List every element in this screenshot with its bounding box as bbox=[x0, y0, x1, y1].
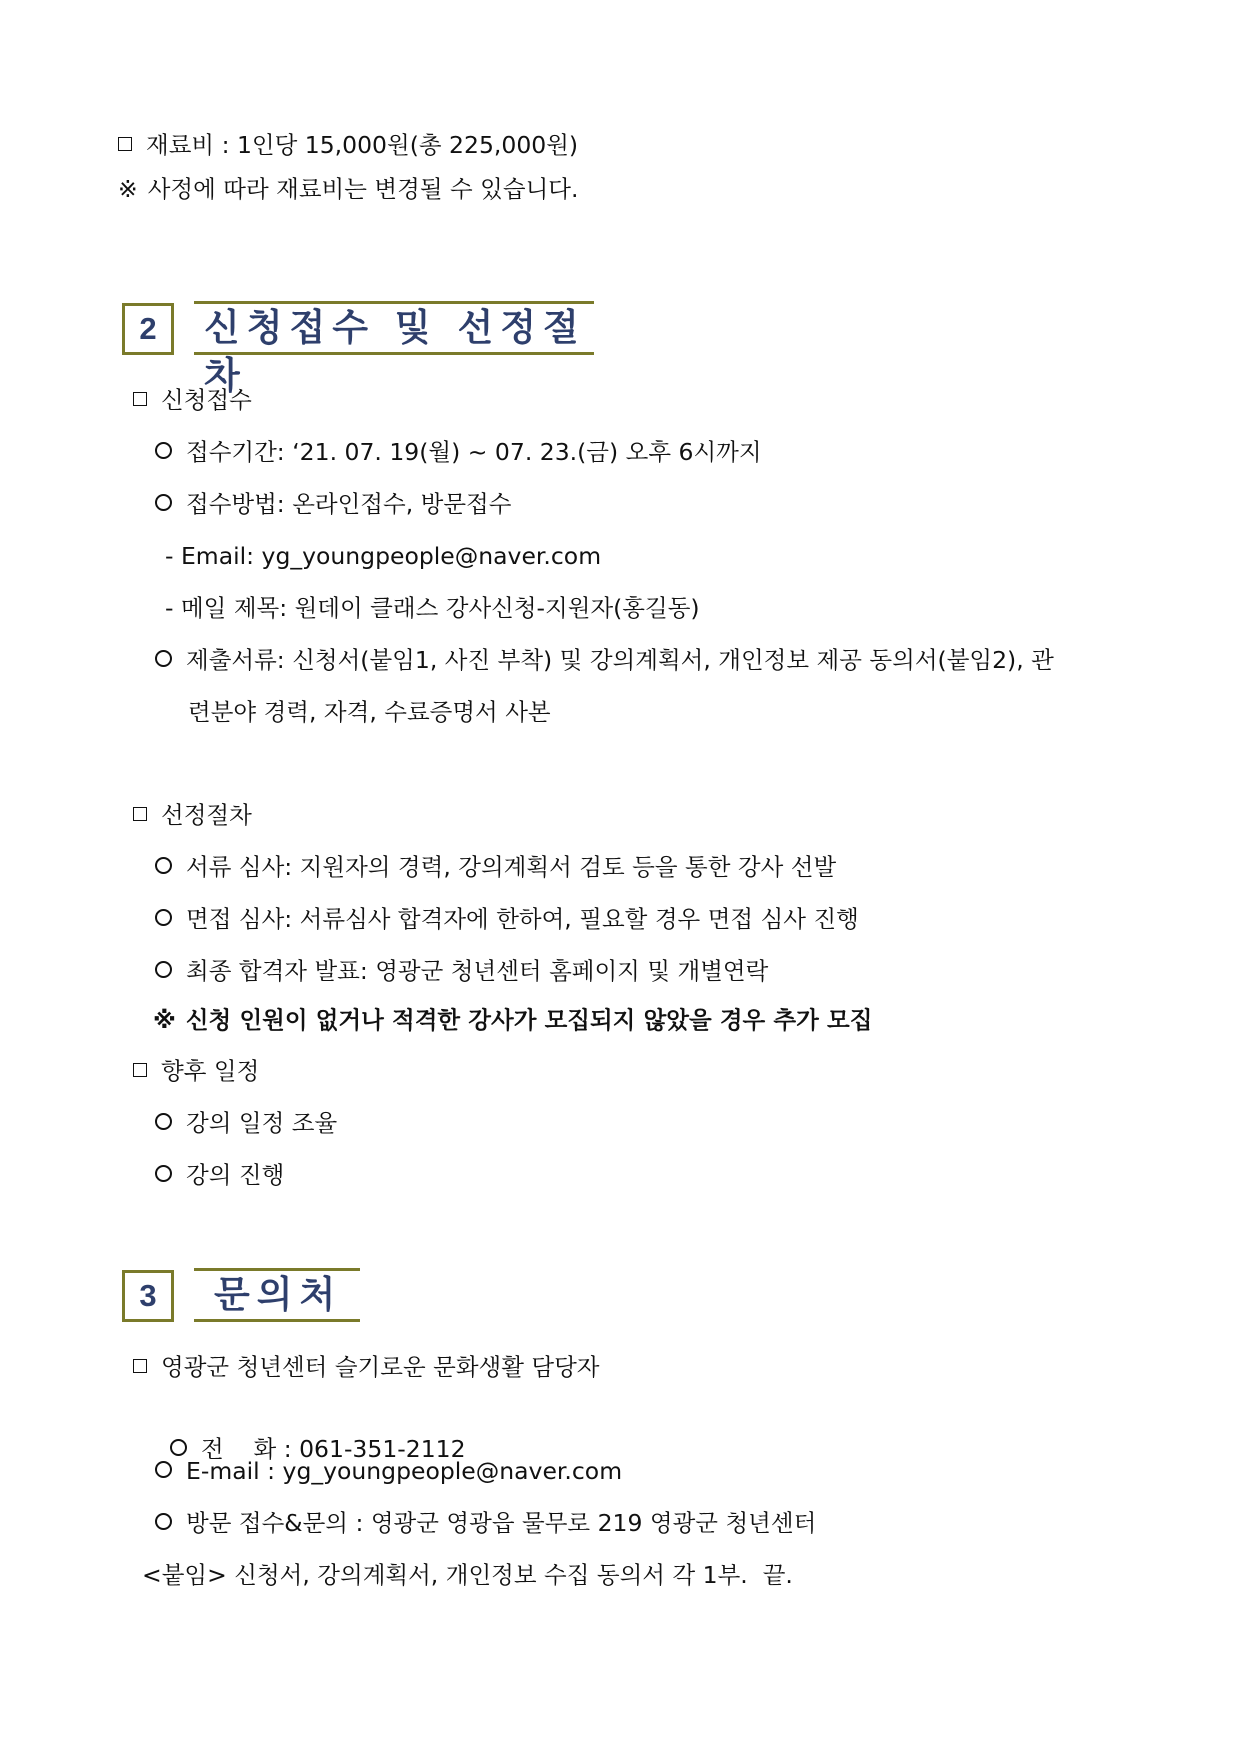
schedule-heading: 향후 일정 bbox=[133, 1056, 259, 1086]
application-documents-cont: 련분야 경력, 자격, 수료증명서 사본 bbox=[188, 698, 551, 726]
circle-bullet-icon bbox=[155, 494, 172, 511]
square-bullet-icon bbox=[133, 392, 147, 406]
circle-bullet-icon bbox=[155, 442, 172, 459]
selection-step-interview: 면접 심사: 서류심사 합격자에 한하여, 필요할 경우 면접 심사 진행 bbox=[155, 904, 859, 934]
contact-phone: 전 화 : 061-351-2112 bbox=[155, 1404, 466, 1464]
square-bullet-icon bbox=[133, 807, 147, 821]
circle-bullet-icon bbox=[155, 1461, 172, 1478]
circle-bullet-icon bbox=[155, 857, 172, 874]
schedule-item-lecture: 강의 진행 bbox=[155, 1160, 284, 1190]
material-fee-note: ※ 사정에 따라 재료비는 변경될 수 있습니다. bbox=[118, 175, 579, 203]
selection-note: ※ 신청 인원이 없거나 적격한 강사가 모집되지 않았을 경우 추가 모집 bbox=[153, 1006, 873, 1034]
square-bullet-icon bbox=[118, 137, 132, 151]
application-mail-subject: - 메일 제목: 원데이 클래스 강사신청-지원자(홍길동) bbox=[165, 594, 700, 622]
application-period: 접수기간: ‘21. 07. 19(월) ~ 07. 23.(금) 오후 6시까지 bbox=[155, 437, 762, 467]
application-heading: 신청접수 bbox=[133, 385, 252, 415]
attachment-line: <붙임> 신청서, 강의계획서, 개인정보 수집 동의서 각 1부. 끝. bbox=[142, 1561, 793, 1589]
application-documents: 제출서류: 신청서(붙임1, 사진 부착) 및 강의계획서, 개인정보 제공 동의서(붙임2), 관 bbox=[155, 645, 1054, 675]
section-3-number: 3 bbox=[122, 1270, 174, 1322]
circle-bullet-icon bbox=[155, 1513, 172, 1530]
selection-step-final: 최종 합격자 발표: 영광군 청년센터 홈페이지 및 개별연락 bbox=[155, 956, 768, 986]
reference-mark: ※ bbox=[118, 175, 138, 203]
contact-visit: 방문 접수&문의 : 영광군 영광읍 물무로 219 영광군 청년센터 bbox=[155, 1508, 816, 1538]
selection-step-document: 서류 심사: 지원자의 경력, 강의계획서 검토 등을 통한 강사 선발 bbox=[155, 852, 836, 882]
circle-bullet-icon bbox=[155, 1113, 172, 1130]
application-email: - Email: yg_youngpeople@naver.com bbox=[165, 542, 602, 570]
section-3-title: 문의처 bbox=[194, 1268, 360, 1322]
section-2-number: 2 bbox=[122, 303, 174, 355]
contact-email: E-mail : yg_youngpeople@naver.com bbox=[155, 1456, 622, 1486]
application-method: 접수방법: 온라인접수, 방문접수 bbox=[155, 489, 511, 519]
selection-heading: 선정절차 bbox=[133, 800, 252, 830]
section-2-title: 신청접수 및 선정절차 bbox=[194, 301, 594, 355]
square-bullet-icon bbox=[133, 1063, 147, 1077]
square-bullet-icon bbox=[133, 1359, 147, 1373]
circle-bullet-icon bbox=[155, 909, 172, 926]
circle-bullet-icon bbox=[155, 650, 172, 667]
circle-bullet-icon bbox=[170, 1439, 187, 1456]
material-fee-line: 재료비 : 1인당 15,000원(총 225,000원) bbox=[118, 130, 578, 160]
circle-bullet-icon bbox=[155, 961, 172, 978]
circle-bullet-icon bbox=[155, 1165, 172, 1182]
reference-mark: ※ bbox=[153, 1006, 176, 1034]
contact-heading: 영광군 청년센터 슬기로운 문화생활 담당자 bbox=[133, 1352, 600, 1382]
schedule-item-coordination: 강의 일정 조율 bbox=[155, 1108, 337, 1138]
